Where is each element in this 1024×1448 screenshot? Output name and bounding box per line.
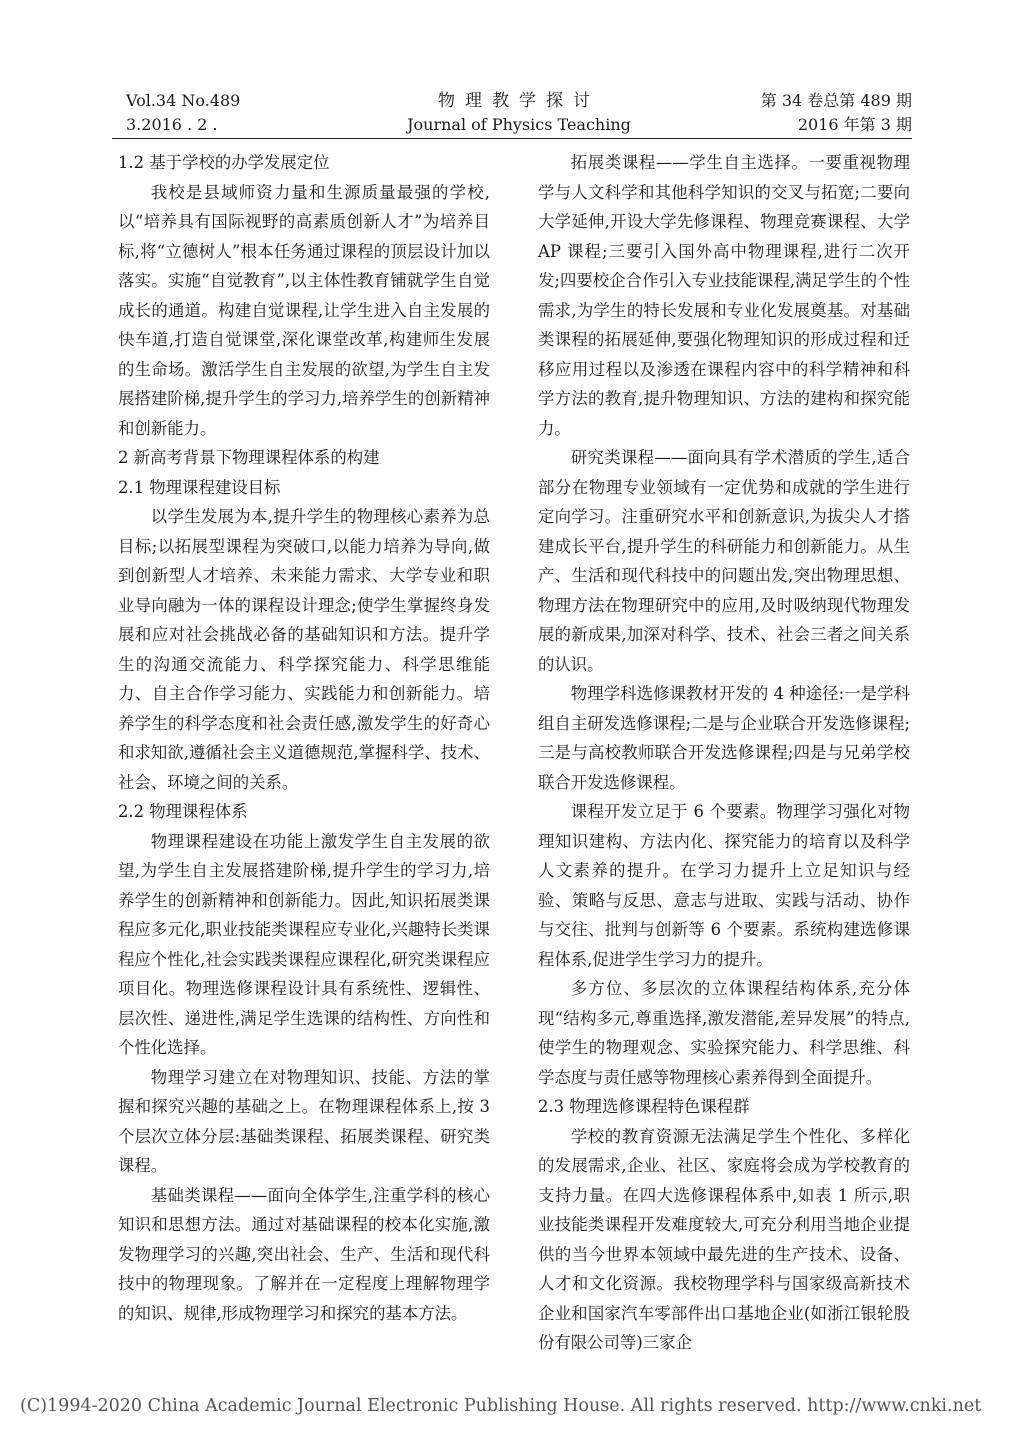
journal-title-cn: 物理教学探讨 <box>438 91 600 111</box>
copyright-footer: (C)1994-2020 China Academic Journal Electronic Publishing House. All rights reserved. http://www.cnki.net <box>20 1396 982 1416</box>
paragraph: 以学生发展为本,提升学生的物理核心素养为总目标;以拓展型课程为突破口,以能力培养为导向,做到创新型人才培养、未来能力需求、大学专业和职业导向融为一体的课程设计理念;使学生掌握终身发展和应对社会挑战必备的基础知识和方法。提升学生的沟通交流能力、科学探究能力、科学思维能力、自主合作学习能力、实践能力和创新能力。培养学生的科学态度和社会责任感,激发学生的好奇心和求知欲,遵循社会主义道德规范,掌握科学、技术、社会、环境之间的关系。 <box>118 507 490 792</box>
paragraph: 物理学习建立在对物理知识、技能、方法的掌握和探究兴趣的基础之上。在物理课程体系上,按 3 个层次立体分层:基础类课程、拓展类课程、研究类课程。 <box>118 1067 490 1175</box>
paragraph: 我校是县域师资力量和生源质量最强的学校,以“培养具有国际视野的高素质创新人才”为培养目标,将“立德树人”根本任务通过课程的顶层设计加以落实。实施“自觉教育”,以主体性教育铺就学生自觉成长的通道。构建自觉课程,让学生进入自主发展的快车道,打造自觉课堂,深化课堂改革,构建师生发展的生命场。激活学生自主发展的欲望,为学生自主发展搭建阶梯,提升学生的学习力,培养学生的创新精神和创新能力。 <box>118 182 490 438</box>
section-heading-2-3: 2.3 物理选修课程特色课程群 <box>538 1097 750 1116</box>
year-issue-cn: 2016 年第 3 期 <box>797 115 912 134</box>
section-heading-2: 2 新高考背景下物理课程体系的构建 <box>118 448 380 467</box>
page-reference: 3.2016 . 2 . <box>126 115 218 134</box>
volume-number: Vol.34 No.489 <box>126 91 241 110</box>
paragraph: 多方位、多层次的立体课程结构体系,充分体现“结构多元,尊重选择,激发潜能,差异发展”的特点,使学生的物理观念、实验探究能力、科学思维、科学态度与责任感等物理核心素养得到全面提升。 <box>538 979 910 1087</box>
header-divider <box>112 138 912 139</box>
section-heading-1-2: 1.2 基于学校的办学发展定位 <box>118 153 330 172</box>
section-heading-2-2: 2.2 物理课程体系 <box>118 802 248 821</box>
paragraph: 基础类课程——面向全体学生,注重学科的核心知识和思想方法。通过对基础课程的校本化实施,激发物理学习的兴趣,突出社会、生产、生活和现代科技中的物理现象。了解并在一定程度上理解物理学的知识、规律,形成物理学习和探究的基本方法。 <box>118 1185 490 1323</box>
right-column <box>538 148 910 1358</box>
section-heading-2-1: 2.1 物理课程建设目标 <box>118 477 281 497</box>
paragraph: 物理学科选修课教材开发的 4 种途径:一是学科组自主研发选修课程;二是与企业联合开发选修课程;三是与高校教师联合开发选修课程;四是与兄弟学校联合开发选修课程。 <box>538 684 910 792</box>
paragraph: 课程开发立足于 6 个要素。物理学习强化对物理知识建构、方法内化、探究能力的培育以及科学人文素养的提升。在学习力提升上立足知识与经验、策略与反思、意志与进取、实践与活动、协作与交往、批判与创新等 6 个要素。系统构建选修课程体系,促进学生学习力的提升。 <box>538 802 910 969</box>
left-column <box>118 148 490 1328</box>
paragraph: 研究类课程——面向具有学术潜质的学生,适合部分在物理专业领域有一定优势和成就的学生进行定向学习。注重研究水平和创新意识,为拔尖人才搭建成长平台,提升学生的科研能力和创新能力。从生产、生活和现代科技中的问题出发,突出物理思想、物理方法在物理研究中的应用,及时吸纳现代物理发展的新成果,加深对科学、技术、社会三者之间关系的认识。 <box>538 448 910 674</box>
paragraph: 学校的教育资源无法满足学生个性化、多样化的发展需求,企业、社区、家庭将会成为学校教育的支持力量。在四大选修课程体系中,如表 1 所示,职业技能类课程开发难度较大,可充分利用当地企业提供的当今世界本领域中最先进的生产技术、设备、人才和文化资源。我校物理学科与国家级高新技术企业和国家汽车零部件出口基地企业(如浙江银轮股份有限公司等)三家企 <box>538 1126 910 1352</box>
header-row-top <box>118 86 912 111</box>
paragraph: 拓展类课程——学生自主选择。一要重视物理学与人文科学和其他科学知识的交叉与拓宽;二要向大学延伸,开设大学先修课程、物理竞赛课程、大学 AP 课程;三要引入国外高中物理课程,进行二次开发;四要校企合作引入专业技能课程,满足学生的个性需求,为学生的特长发展和专业化发展奠基。对基础类课程的拓展延伸,要强化物理知识的形成过程和迁移应用过程以及渗透在课程内容中的科学精神和科学方法的教育,提升物理知识、方法的建构和探究能力。 <box>538 153 910 438</box>
paragraph: 物理课程建设在功能上激发学生自主发展的欲望,为学生自主发展搭建阶梯,提升学生的学习力,培养学生的创新精神和创新能力。因此,知识拓展类课程应多元化,职业技能类课程应专业化,兴趣特长类课程应个性化,社会实践类课程应课程化,研究类课程应项目化。物理选修课程设计具有系统性、逻辑性、层次性、递进性,满足学生选课的结构性、方向性和个性化选择。 <box>118 831 490 1057</box>
header-row-bottom <box>118 112 912 135</box>
page-header <box>118 86 912 136</box>
issue-number-cn: 第 34 卷总第 489 期 <box>760 91 912 110</box>
journal-title-en: Journal of Physics Teaching <box>407 115 631 134</box>
